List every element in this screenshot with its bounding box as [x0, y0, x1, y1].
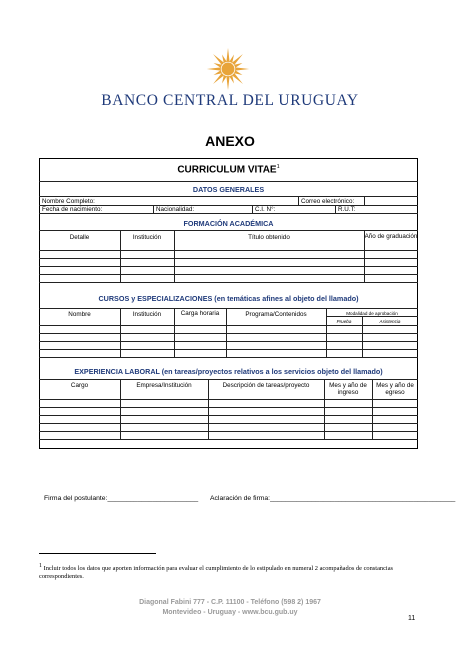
sun-ray	[226, 76, 229, 90]
col-cargo: Cargo	[70, 382, 89, 389]
col-ingreso: Mes y año de ingreso	[329, 382, 367, 396]
sun-ray	[229, 75, 234, 83]
col-modalidad: Modalidad de aprobación	[346, 311, 398, 316]
col-divider	[372, 379, 373, 439]
col-divider	[362, 325, 363, 357]
section-experiencia: EXPERIENCIA LABORAL (en tareas/proyectos relativos a los servicios objeto del llamado)	[74, 367, 383, 376]
col-empresa: Empresa/Institución	[136, 382, 192, 389]
row-divider	[39, 357, 418, 358]
col-divider	[364, 196, 365, 205]
col-divider	[174, 308, 175, 357]
correo-field[interactable]	[366, 198, 416, 205]
col-asistencia: Asistencia	[379, 319, 401, 324]
form-title: CURRICULUM VITAE$^1$	[177, 164, 280, 176]
sun-ray	[226, 48, 229, 62]
row-divider	[39, 423, 418, 424]
col-anio-graduacion: Año de graduación	[364, 233, 418, 240]
row-divider	[39, 407, 418, 408]
col-prueba: Prueba	[336, 319, 352, 324]
sun-ray	[207, 67, 221, 70]
footnote: $^1$ Incluir todos los datos que aporten información para evaluar el cumplimiento de lo estipulado en numeral 2 acompañados de constancias correspondientes.	[39, 563, 394, 581]
col-divider	[153, 205, 154, 213]
footnote-rule	[39, 553, 156, 554]
section-cursos: CURSOS y ESPECIALIZACIONES (en temáticas afines al objeto del llamado)	[98, 294, 359, 303]
row-divider	[39, 431, 418, 432]
row-divider	[39, 250, 418, 251]
row-divider	[39, 274, 418, 275]
sun-ray	[214, 63, 222, 68]
aclaracion-field[interactable]: Aclaración de firma:_________________________________________________	[210, 495, 456, 502]
col-titulo: Título obtenido	[248, 234, 290, 241]
nombre-label: Nombre Completo:	[42, 198, 95, 205]
col-divider	[120, 379, 121, 439]
fecha-label: Fecha de nacimiento:	[42, 206, 103, 213]
row-divider	[39, 415, 418, 416]
row-divider	[39, 379, 418, 380]
row-divider	[39, 266, 418, 267]
col-divider	[335, 205, 336, 213]
col-divider	[208, 379, 209, 439]
footer-address: Diagonal Fabini 777 - C.P. 11100 - Teléfono (598 2) 1967 Montevideo - Uruguay - www.bcu.gub.uy	[139, 599, 321, 616]
col-institucion: Institución	[132, 234, 162, 241]
col-egreso: Mes y año de egreso	[376, 382, 414, 396]
col-nombre: Nombre	[68, 311, 91, 318]
nacionalidad-label: Nacionalidad:	[156, 206, 195, 213]
row-divider	[39, 181, 418, 182]
section-datos-generales: DATOS GENERALES	[192, 185, 265, 194]
col-divider	[120, 230, 121, 282]
ci-label: C.I. N°:	[255, 206, 276, 213]
col-descripcion: Descripción de tareas/proyecto	[222, 382, 310, 389]
sun-ray	[234, 70, 242, 75]
section-formacion: FORMACIÓN ACADÉMICA	[183, 219, 274, 228]
col-divider	[120, 308, 121, 357]
page-number: 11	[408, 615, 416, 622]
firma-field[interactable]: Firma del postulante:________________________	[44, 495, 199, 502]
row-divider	[39, 282, 418, 283]
rut-label: R.U.T:	[338, 206, 356, 213]
row-divider	[39, 258, 418, 259]
sun-ray	[214, 70, 222, 75]
col-divider	[226, 308, 227, 357]
row-divider	[39, 230, 418, 231]
row-divider	[39, 399, 418, 400]
col-detalle: Detalle	[69, 234, 90, 241]
annex-title: ANEXO	[205, 133, 255, 149]
row-divider	[326, 316, 418, 317]
col-divider	[298, 196, 299, 205]
row-divider	[39, 308, 418, 309]
sun-ray	[234, 63, 242, 68]
col-divider	[174, 230, 175, 282]
bank-name: BANCO CENTRAL DEL URUGUAY	[101, 92, 359, 109]
correo-label: Correo electrónico:	[301, 198, 355, 205]
row-divider	[39, 196, 418, 197]
col-divider	[252, 205, 253, 213]
sun-ray	[222, 75, 227, 83]
col-carga-horaria: Carga horaria	[180, 310, 220, 317]
sun-ray	[229, 55, 234, 63]
row-divider	[39, 213, 418, 214]
col-programa: Programa/Contenidos	[245, 311, 307, 318]
cv-form	[39, 158, 418, 449]
col-divider	[326, 325, 327, 357]
col-institucion: Institución	[132, 311, 162, 318]
col-divider	[364, 230, 365, 282]
col-divider	[324, 379, 325, 439]
sun-emblem-icon	[205, 46, 251, 92]
sun-ray	[222, 55, 227, 63]
sun-ray	[235, 67, 249, 70]
row-divider	[39, 439, 418, 440]
